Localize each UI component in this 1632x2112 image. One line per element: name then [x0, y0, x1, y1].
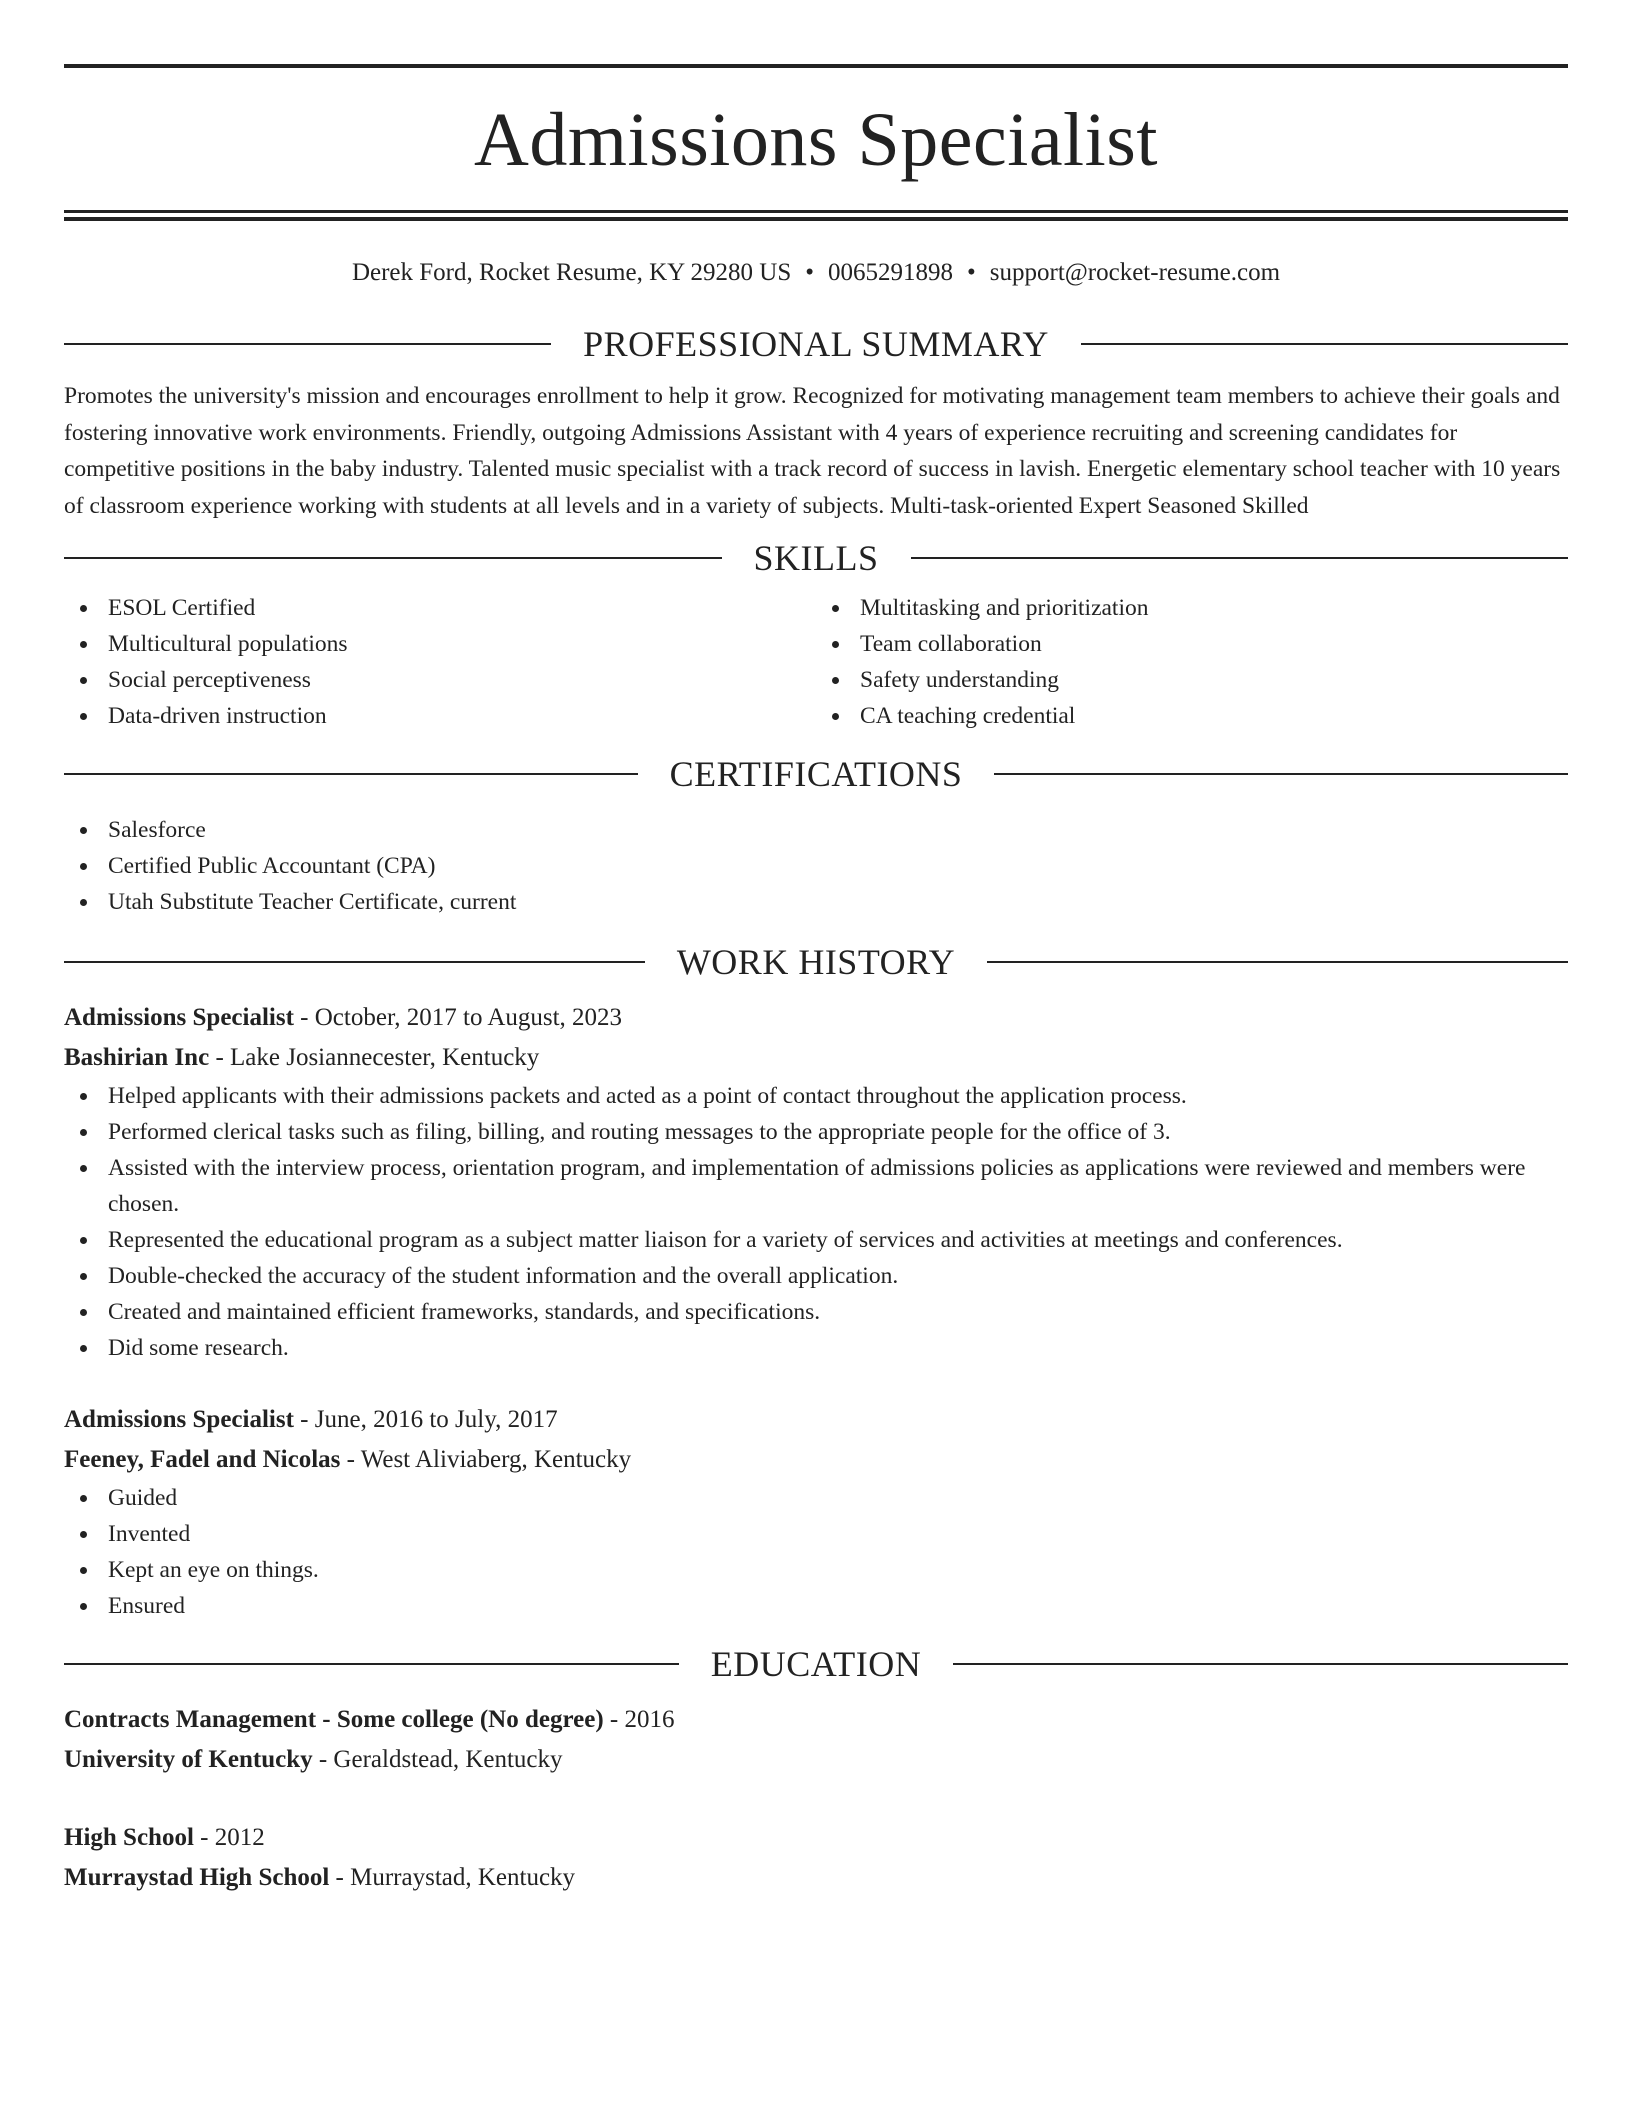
section-heading-summary: [64, 326, 1568, 362]
skill-item: Multicultural populations: [64, 626, 816, 662]
skills-list-right: [816, 590, 1568, 734]
skill-item: Data-driven instruction: [64, 698, 816, 734]
skill-item: CA teaching credential: [816, 698, 1568, 734]
job-location: - Lake Josiannecester, Kentucky: [209, 1044, 540, 1071]
divider-line: [911, 557, 1569, 559]
job-bullet: Guided: [64, 1480, 1568, 1516]
divider-line: [64, 343, 551, 345]
skill-item: Social perceptiveness: [64, 662, 816, 698]
education-entry: [64, 1818, 1568, 1898]
education-school: University of Kentucky: [64, 1746, 313, 1773]
divider-line: [953, 1663, 1568, 1665]
education-degree-line: [64, 1818, 1568, 1858]
job-company-line: [64, 1440, 1568, 1480]
divider-line: [64, 1663, 679, 1665]
education-school: Murraystad High School: [64, 1864, 330, 1891]
summary-paragraph: Promotes the university's mission and encourages enrollment to help it grow. Recognized for motivating management team members to achieve their goals and fostering innovative work environments. Friendly, outgoing Admissions Assistant with 4 years of experience recruiting and screening candidates for competitive positions in the baby industry. Talented music specialist with a track record of success in lavish. Energetic elementary school teacher with 10 years of classroom experience working with students at all levels and in a variety of subjects. Multi-task-oriented Expert Seasoned Skilled: [64, 383, 1561, 519]
certification-item: Salesforce: [64, 812, 1568, 848]
education-degree-line: [64, 1700, 1568, 1740]
job-bullets: [64, 1480, 1568, 1624]
job-bullet: Invented: [64, 1516, 1568, 1552]
section-title: EDUCATION: [710, 1644, 922, 1684]
education-location: - Murraystad, Kentucky: [329, 1864, 576, 1891]
job-spacer: [64, 1366, 1568, 1400]
section-title: SKILLS: [753, 538, 879, 578]
job-company: Bashirian Inc: [64, 1044, 210, 1071]
education-degree: Contracts Management - Some college (No degree): [64, 1706, 604, 1733]
job-title: Admissions Specialist: [64, 1004, 294, 1031]
certification-item: Certified Public Accountant (CPA): [64, 848, 1568, 884]
education-year: - 2016: [603, 1706, 675, 1733]
skill-item: Multitasking and prioritization: [816, 590, 1568, 626]
skills-list-left: [64, 590, 816, 734]
job-bullet: Performed clerical tasks such as filing, billing, and routing messages to the appropriate people for the office of 3.: [64, 1114, 1568, 1150]
job-entry: [64, 998, 1568, 1366]
resume-title: Admissions Specialist: [474, 98, 1158, 182]
divider-line: [994, 773, 1568, 775]
title-double-rule: [64, 210, 1568, 221]
job-bullet: Kept an eye on things.: [64, 1552, 1568, 1588]
education-location: - Geraldstead, Kentucky: [312, 1746, 563, 1773]
job-bullet: Assisted with the interview process, orientation program, and implementation of admissions policies as applications were reviewed and members were chosen.: [64, 1150, 1568, 1222]
education-degree: High School: [64, 1824, 194, 1851]
skill-item: Team collaboration: [816, 626, 1568, 662]
section-heading-skills: [64, 540, 1568, 576]
job-company: Feeney, Fadel and Nicolas: [64, 1446, 341, 1473]
education-school-line: [64, 1740, 1568, 1780]
education-school-line: [64, 1858, 1568, 1898]
job-dates: - October, 2017 to August, 2023: [293, 1004, 623, 1031]
section-heading-certifications: [64, 756, 1568, 792]
certification-item: Utah Substitute Teacher Certificate, current: [64, 884, 1568, 920]
divider-line: [1081, 343, 1568, 345]
job-location: - West Aliviaberg, Kentucky: [340, 1446, 632, 1473]
section-heading-education: [64, 1646, 1568, 1682]
divider-line: [987, 961, 1568, 963]
job-bullets: [64, 1078, 1568, 1366]
job-bullet: Created and maintained efficient frameworks, standards, and specifications.: [64, 1294, 1568, 1330]
contact-separator: •: [967, 259, 976, 286]
top-rule: [64, 64, 1568, 68]
skill-item: ESOL Certified: [64, 590, 816, 626]
contact-line: [64, 258, 1568, 288]
education-entry: [64, 1700, 1568, 1780]
job-dates: - June, 2016 to July, 2017: [293, 1406, 558, 1433]
education-year: - 2012: [193, 1824, 265, 1851]
job-bullet: Double-checked the accuracy of the student information and the overall application.: [64, 1258, 1568, 1294]
section-title: PROFESSIONAL SUMMARY: [583, 324, 1049, 364]
contact-address: Derek Ford, Rocket Resume, KY 29280 US: [351, 259, 792, 286]
certifications-list: [64, 812, 1568, 920]
contact-separator: •: [805, 259, 814, 286]
contact-phone: 0065291898: [828, 259, 953, 286]
job-bullet: Did some research.: [64, 1330, 1568, 1366]
contact-email[interactable]: support@rocket-resume.com: [989, 259, 1281, 286]
education-spacer: [64, 1780, 1568, 1818]
skills-grid: [64, 590, 1568, 734]
section-title: WORK HISTORY: [676, 942, 956, 982]
job-title-line: [64, 1400, 1568, 1440]
divider-line: [64, 961, 645, 963]
section-heading-work-history: [64, 944, 1568, 980]
skill-item: Safety understanding: [816, 662, 1568, 698]
job-bullet: Represented the educational program as a subject matter liaison for a variety of services and activities at meetings and conferences.: [64, 1222, 1568, 1258]
job-title: Admissions Specialist: [64, 1406, 294, 1433]
section-title: CERTIFICATIONS: [669, 754, 963, 794]
job-title-line: [64, 998, 1568, 1038]
divider-line: [64, 773, 638, 775]
job-bullet: Helped applicants with their admissions packets and acted as a point of contact throughout the application process.: [64, 1078, 1568, 1114]
job-bullet: Ensured: [64, 1588, 1568, 1624]
divider-line: [64, 557, 722, 559]
job-entry: [64, 1400, 1568, 1624]
job-company-line: [64, 1038, 1568, 1078]
